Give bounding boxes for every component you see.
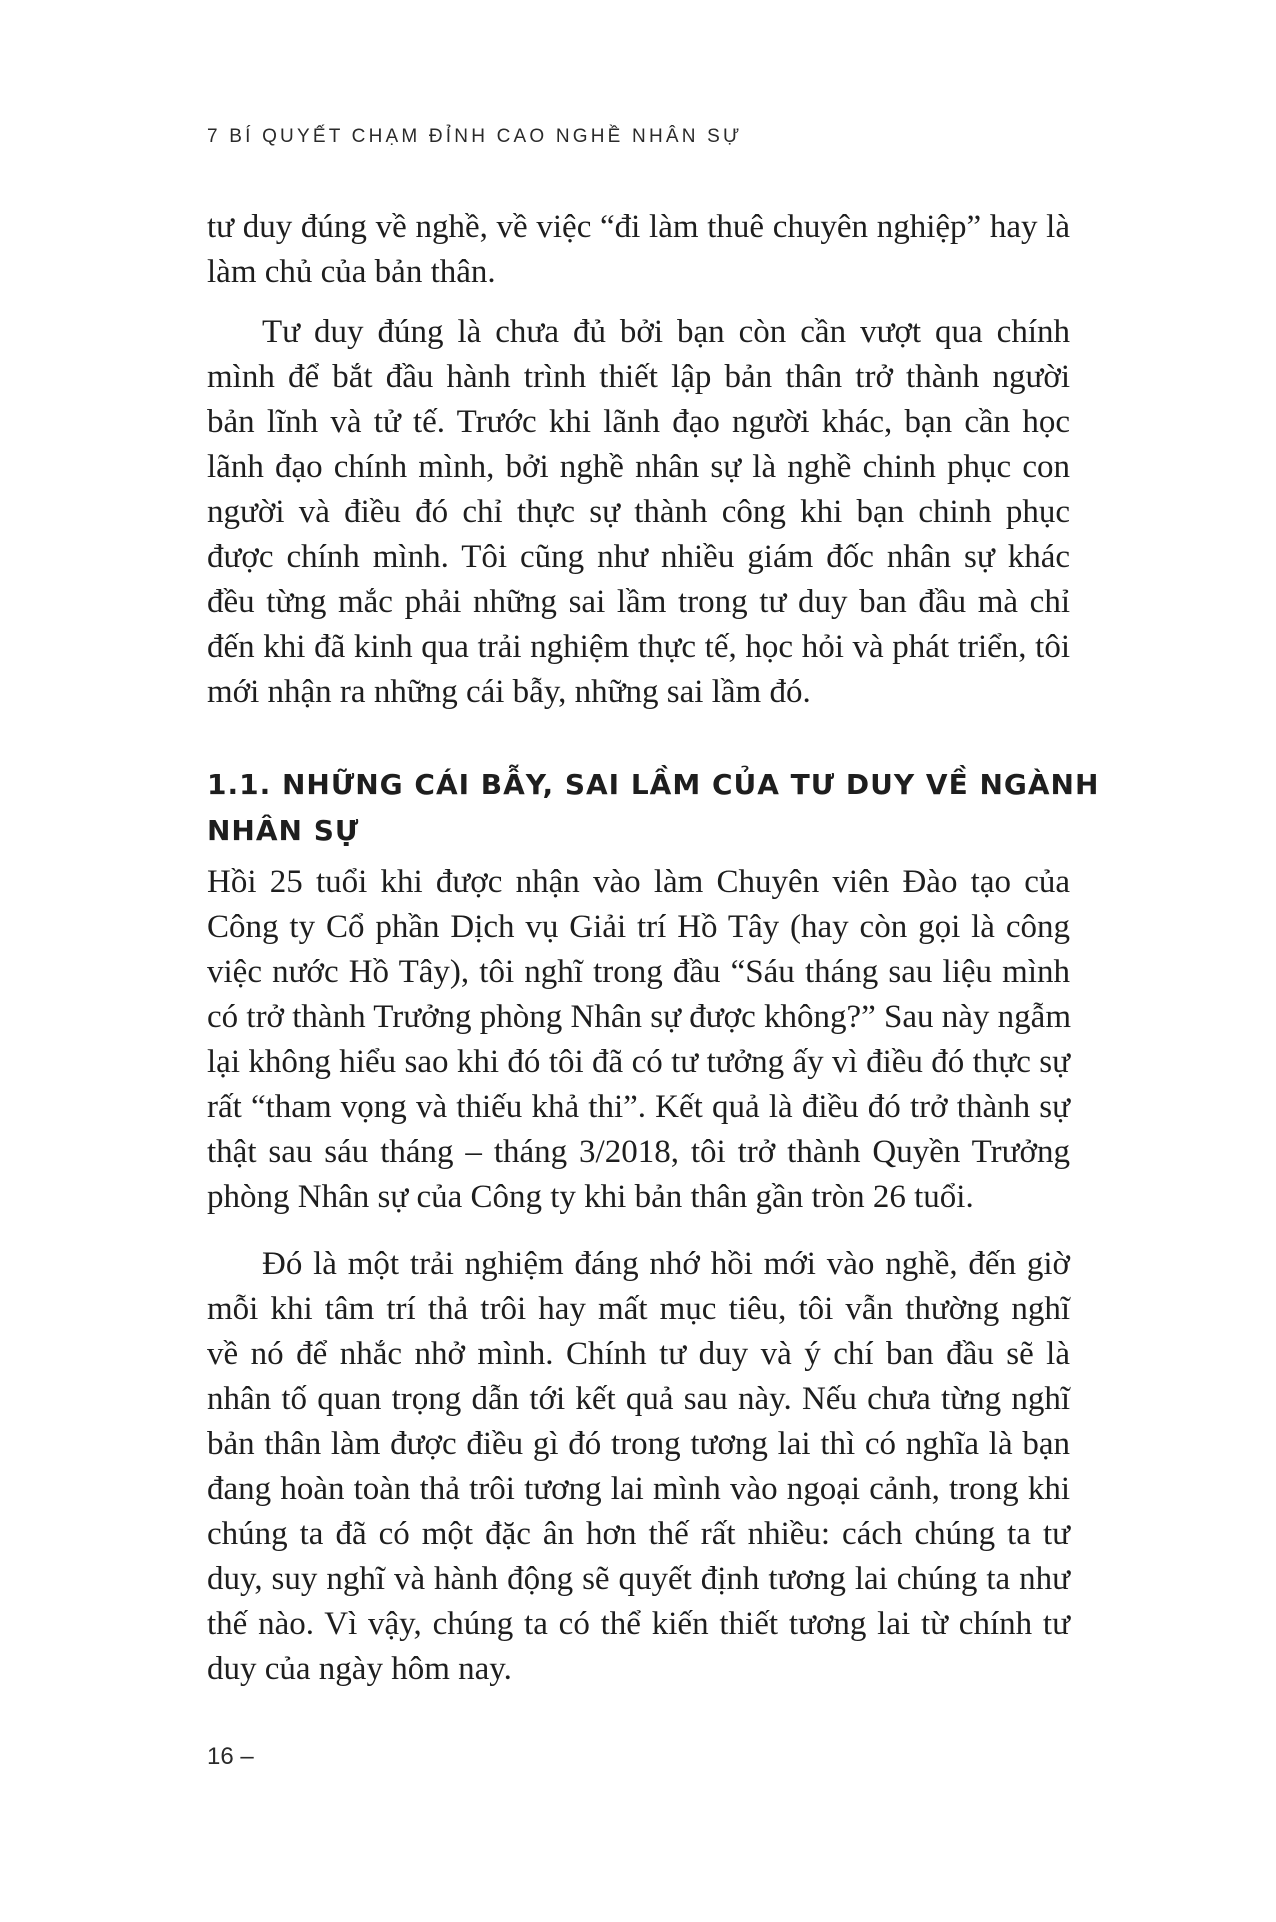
text-line: lại không hiểu sao khi đó tôi đã có tư tưởng ấy vì điều đó thực sự — [207, 1044, 1070, 1080]
heading-line: NHÂN SỰ — [207, 814, 360, 847]
paragraph-3 — [207, 860, 1070, 1220]
text-line: về nó để nhắc nhở mình. Chính tư duy và ý chí ban đầu sẽ là — [207, 1336, 1070, 1372]
text-line: rất “tham vọng và thiếu khả thi”. Kết quả là điều đó trở thành sự — [207, 1089, 1070, 1125]
text-line: thật sau sáu tháng – tháng 3/2018, tôi trở thành Quyền Trưởng — [207, 1134, 1070, 1170]
page-number: 16 – — [207, 1743, 254, 1770]
text-line: duy của ngày hôm nay. — [207, 1651, 512, 1687]
text-line: mới nhận ra những cái bẫy, những sai lầm đó. — [207, 674, 811, 710]
text-line: được chính mình. Tôi cũng như nhiều giám đốc nhân sự khác — [207, 539, 1070, 575]
text-line: bản thân làm được điều gì đó trong tương lai thì có nghĩa là bạn — [207, 1426, 1070, 1462]
text-line: Công ty Cổ phần Dịch vụ Giải trí Hồ Tây (hay còn gọi là công — [207, 909, 1070, 945]
text-line: lãnh đạo chính mình, bởi nghề nhân sự là nghề chinh phục con — [207, 449, 1070, 485]
text-line: tư duy đúng về nghề, về việc “đi làm thuê chuyên nghiệp” hay là — [207, 209, 1070, 245]
text-line: làm chủ của bản thân. — [207, 254, 496, 290]
section-heading — [207, 762, 1100, 854]
text-line: phòng Nhân sự của Công ty khi bản thân gần tròn 26 tuổi. — [207, 1179, 974, 1215]
text-line: đều từng mắc phải những sai lầm trong tư duy ban đầu mà chỉ — [207, 584, 1070, 620]
text-line: mình để bắt đầu hành trình thiết lập bản thân trở thành người — [207, 359, 1070, 395]
text-line: Hồi 25 tuổi khi được nhận vào làm Chuyên viên Đào tạo của — [207, 864, 1070, 900]
running-header: 7 BÍ QUYẾT CHẠM ĐỈNH CAO NGHỀ NHÂN SỰ — [207, 126, 743, 147]
text-line: bản lĩnh và tử tế. Trước khi lãnh đạo người khác, bạn cần học — [207, 404, 1070, 440]
text-line: Tư duy đúng là chưa đủ bởi bạn còn cần vượt qua chính — [262, 314, 1070, 350]
text-line: có trở thành Trưởng phòng Nhân sự được không?” Sau này ngẫm — [207, 999, 1071, 1035]
text-line: đang hoàn toàn thả trôi tương lai mình vào ngoại cảnh, trong khi — [207, 1471, 1070, 1507]
text-line: việc nước Hồ Tây), tôi nghĩ trong đầu “Sáu tháng sau liệu mình — [207, 954, 1070, 990]
text-line: đến khi đã kinh qua trải nghiệm thực tế, học hỏi và phát triển, tôi — [207, 629, 1070, 665]
paragraph-4 — [207, 1242, 1070, 1692]
text-line: chúng ta đã có một đặc ân hơn thế rất nhiều: cách chúng ta tư — [207, 1516, 1070, 1552]
paragraph-2 — [207, 310, 1070, 715]
text-line: thế nào. Vì vậy, chúng ta có thể kiến thiết tương lai từ chính tư — [207, 1606, 1070, 1642]
heading-line: 1.1. NHỮNG CÁI BẪY, SAI LẦM CỦA TƯ DUY VỀ NGÀNH — [207, 768, 1100, 801]
text-line: mỗi khi tâm trí thả trôi hay mất mục tiêu, tôi vẫn thường nghĩ — [207, 1291, 1070, 1327]
text-line: nhân tố quan trọng dẫn tới kết quả sau này. Nếu chưa từng nghĩ — [207, 1381, 1070, 1417]
text-line: duy, suy nghĩ và hành động sẽ quyết định tương lai chúng ta như — [207, 1561, 1070, 1597]
text-line: người và điều đó chỉ thực sự thành công khi bạn chinh phục — [207, 494, 1070, 530]
paragraph-1 — [207, 205, 1070, 295]
text-line: Đó là một trải nghiệm đáng nhớ hồi mới vào nghề, đến giờ — [262, 1246, 1070, 1282]
